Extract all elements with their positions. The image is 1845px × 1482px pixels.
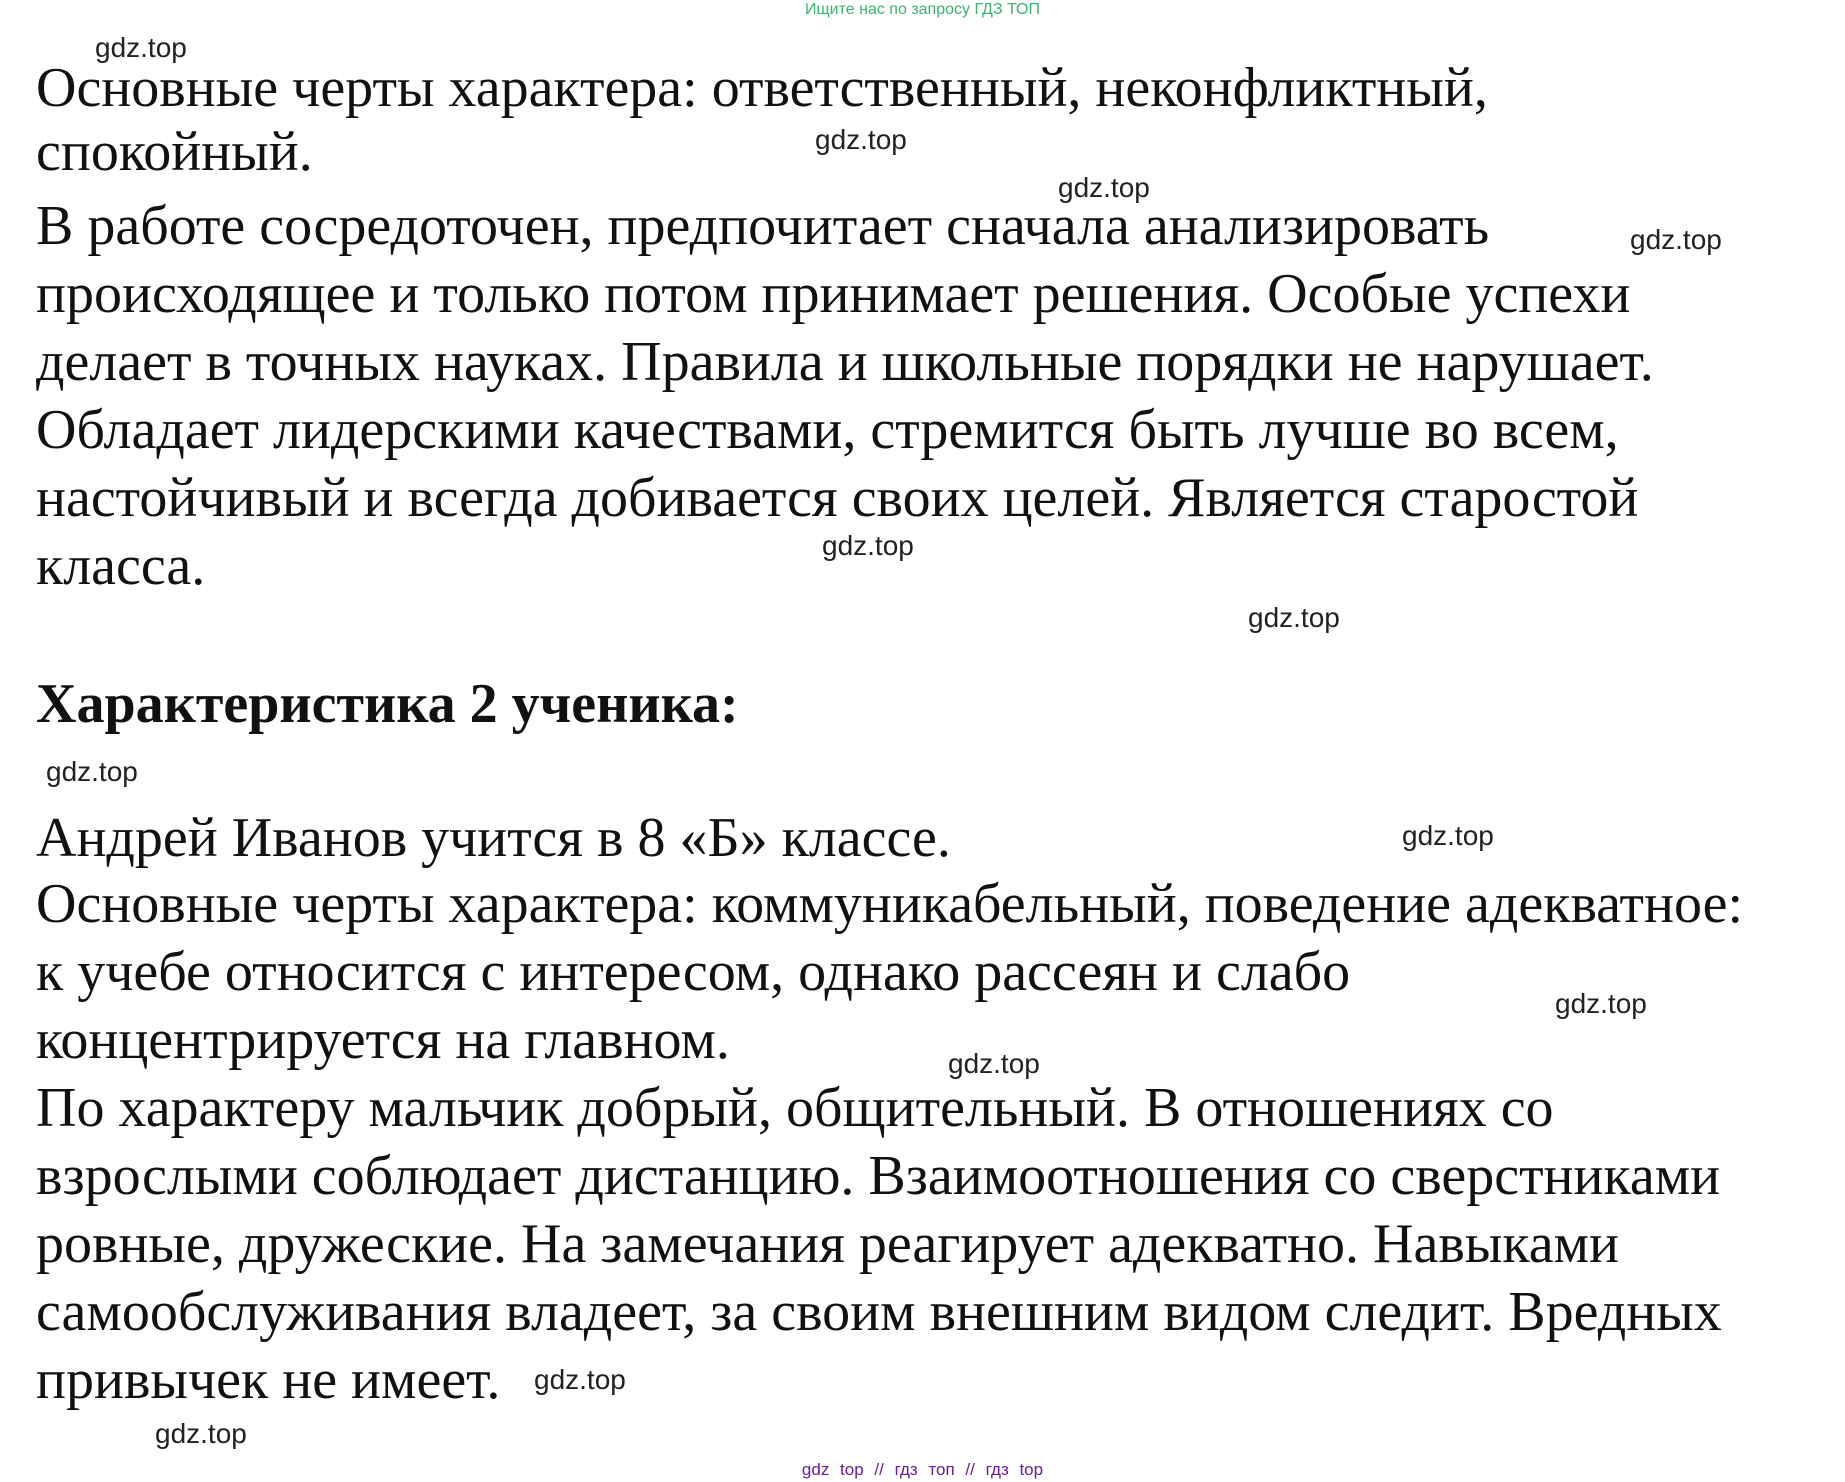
- watermark: gdz.top: [155, 1418, 247, 1449]
- watermark: gdz.top: [1402, 820, 1494, 851]
- text-line: к учебе относится с интересом, однако рассеян и слабо: [36, 941, 1351, 1003]
- watermark: gdz.top: [534, 1364, 626, 1395]
- text-line: спокойный.: [36, 121, 313, 183]
- watermark: gdz.top: [822, 530, 914, 561]
- text-line: концентрируется на главном.: [36, 1009, 730, 1071]
- text-line: Основные черты характера: ответственный, неконфликтный,: [36, 57, 1488, 119]
- text-line: делает в точных науках. Правила и школьные порядки не нарушает.: [36, 331, 1654, 393]
- watermark: gdz.top: [948, 1048, 1040, 1079]
- watermark: gdz.top: [95, 32, 187, 63]
- text-line: Андрей Иванов учится в 8 «Б» классе.: [36, 807, 951, 869]
- text-line: По характеру мальчик добрый, общительный. В отношениях со: [36, 1077, 1554, 1139]
- watermark: gdz.top: [1058, 172, 1150, 203]
- text-line: Обладает лидерскими качествами, стремится быть лучше во всем,: [36, 399, 1619, 461]
- text-line: ровные, дружеские. На замечания реагирует адекватно. Навыками: [36, 1213, 1620, 1275]
- text-line: привычек не имеет.: [36, 1349, 501, 1411]
- text-line: В работе сосредоточен, предпочитает сначала анализировать: [36, 195, 1490, 257]
- watermark: gdz.top: [1630, 224, 1722, 255]
- watermark: gdz.top: [815, 124, 907, 155]
- watermark: gdz.top: [46, 756, 138, 787]
- text-line: самообслуживания владеет, за своим внешним видом следит. Вредных: [36, 1281, 1722, 1343]
- watermark: gdz.top: [1555, 988, 1647, 1019]
- text-line: происходящее и только потом принимает решения. Особые успехи: [36, 263, 1631, 325]
- text-line: Основные черты характера: коммуникабельный, поведение адекватное:: [36, 873, 1744, 935]
- text-line: взрослыми соблюдает дистанцию. Взаимоотношения со сверстниками: [36, 1145, 1721, 1207]
- text-line: класса.: [36, 535, 206, 597]
- text-line: настойчивый и всегда добивается своих целей. Является старостой: [36, 467, 1639, 529]
- top-banner: Ищите нас по запросу ГДЗ ТОП: [805, 1, 1040, 18]
- section-heading: Характеристика 2 ученика:: [36, 673, 739, 735]
- footer-links: gdz top // гдз топ // гдз top: [801, 1460, 1044, 1479]
- watermark: gdz.top: [1248, 602, 1340, 633]
